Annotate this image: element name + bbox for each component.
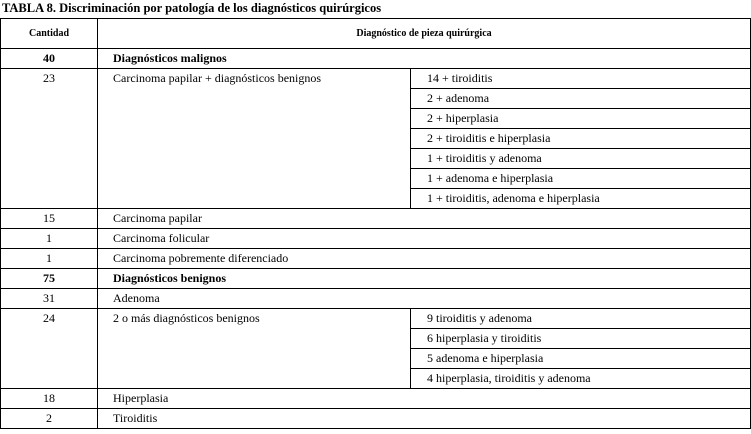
table-header-row [1,19,751,49]
row-sub-item: 9 tiroiditis y adenoma [411,309,751,329]
row-label: Carcinoma papilar [98,209,751,229]
row-sub-item: 1 + tiroiditis y adenoma [411,149,751,169]
row-qty: 24 [1,309,98,389]
row-sub-item: 14 + tiroiditis [411,69,751,89]
table-row [1,229,751,249]
row-label: Hiperplasia [98,389,751,409]
table-row [1,69,751,89]
table-row [1,269,751,289]
table-row [1,389,751,409]
row-label: Diagnósticos benignos [98,269,751,289]
row-label: Diagnósticos malignos [98,49,751,69]
table-row [1,409,751,429]
row-qty: 1 [1,229,98,249]
row-sub-item: 6 hiperplasia y tiroiditis [411,329,751,349]
row-sub-item: 2 + tiroiditis e hiperplasia [411,129,751,149]
row-qty: 1 [1,249,98,269]
row-sub-item: 2 + adenoma [411,89,751,109]
header-diagnostico: Diagnóstico de pieza quirúrgica [98,19,751,49]
row-qty: 40 [1,49,98,69]
header-cantidad: Cantidad [1,19,98,49]
row-sub-item: 1 + adenoma e hiperplasia [411,169,751,189]
row-qty: 2 [1,409,98,429]
row-qty: 15 [1,209,98,229]
row-label: Carcinoma pobremente diferenciado [98,249,751,269]
table-row [1,209,751,229]
row-sub-item: 2 + hiperplasia [411,109,751,129]
row-label: Carcinoma folicular [98,229,751,249]
row-sub-item: 4 hiperplasia, tiroiditis y adenoma [411,369,751,389]
table-row [1,309,751,329]
table-row [1,49,751,69]
row-sub-item: 5 adenoma e hiperplasia [411,349,751,369]
table-title: TABLA 8. Discriminación por patología de los diagnósticos quirúrgicos [2,1,382,15]
table-row [1,249,751,269]
diagnosis-table [0,18,751,429]
row-qty: 23 [1,69,98,209]
row-label: Tiroiditis [98,409,751,429]
row-sub-item: 1 + tiroiditis, adenoma e hiperplasia [411,189,751,209]
row-qty: 31 [1,289,98,309]
row-label: Adenoma [98,289,751,309]
row-qty: 75 [1,269,98,289]
row-qty: 18 [1,389,98,409]
row-label: 2 o más diagnósticos benignos [98,309,411,389]
table-row [1,289,751,309]
row-label: Carcinoma papilar + diagnósticos benignos [98,69,411,209]
